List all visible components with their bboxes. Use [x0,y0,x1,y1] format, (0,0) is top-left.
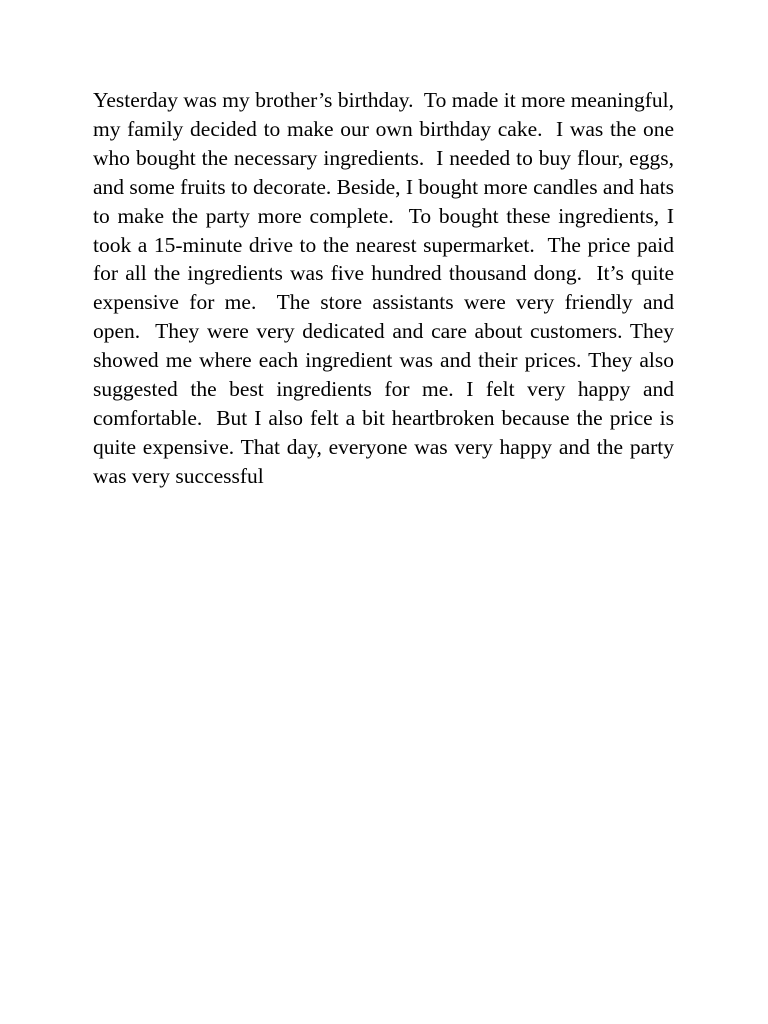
body-paragraph: Yesterday was my brother’s birthday. To made it more meaningful, my family decided to make our own birthday cake. I was the one who bought the necessary ingredients. I needed to buy flour, eggs, and some fruits to decorate. Beside, I bought more candles and hats to make the party more complete. To bought these ingredients, I took a 15-minute drive to the nearest supermarket. The price paid for all the ingredients was five hundred thousand dong. It’s quite expensive for me. The store assistants were very friendly and open. They were very dedicated and care about customers. They showed me where each ingredient was and their prices. They also suggested the best ingredients for me. I felt very happy and comfortable. But I also felt a bit heartbroken because the price is quite expensive. That day, everyone was very happy and the party was very successful [93,88,680,488]
